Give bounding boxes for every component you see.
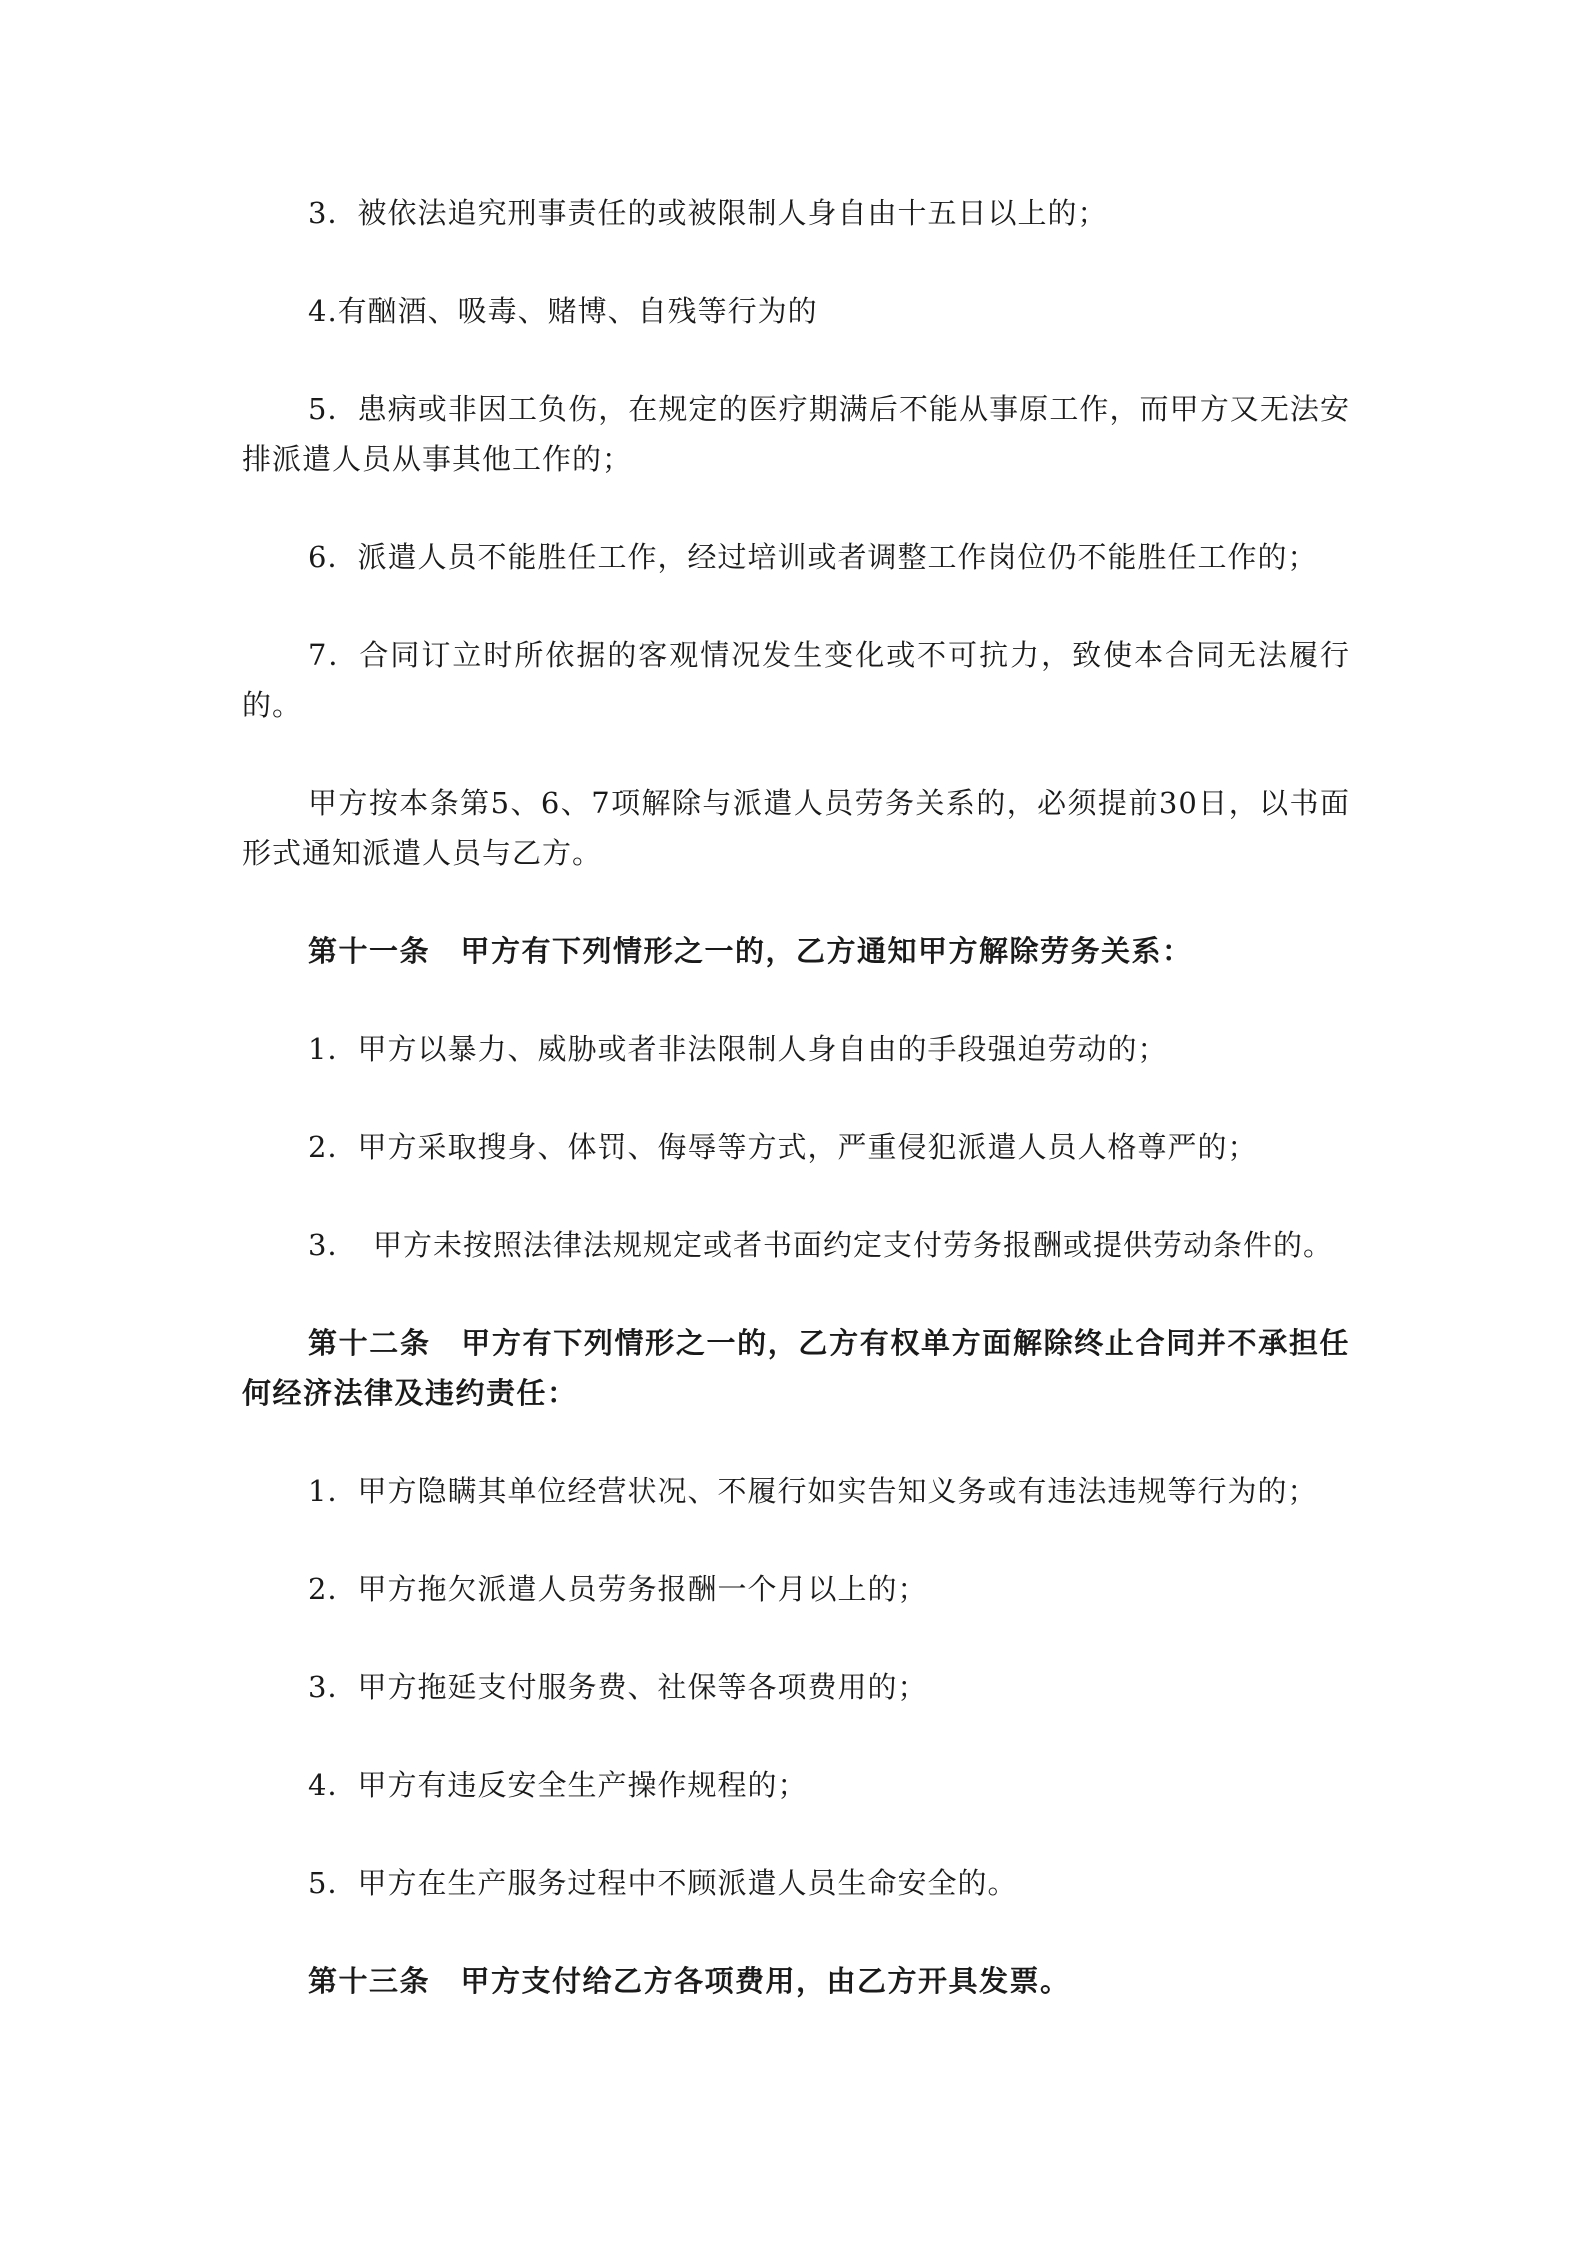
clause-10-item-3: 3．被依法追究刑事责任的或被限制人身自由十五日以上的； (308, 196, 1108, 230)
article-12-heading: 第十二条 甲方有下列情形之一的，乙方有权单方面解除终止合同并不承担任何经济法律及违约责任： (242, 1326, 1350, 1410)
article-11-item-2: 2．甲方采取搜身、体罚、侮辱等方式，严重侵犯派遣人员人格尊严的； (308, 1130, 1258, 1164)
article-11-heading: 第十一条 甲方有下列情形之一的，乙方通知甲方解除劳务关系： (308, 934, 1193, 968)
article-12-item-2: 2．甲方拖欠派遣人员劳务报酬一个月以上的； (308, 1572, 928, 1606)
clause-10-item-6: 6．派遣人员不能胜任工作，经过培训或者调整工作岗位仍不能胜任工作的； (308, 540, 1318, 574)
article-11-item-1: 1．甲方以暴力、威胁或者非法限制人身自由的手段强迫劳动的； (308, 1032, 1168, 1066)
article-12-item-4: 4．甲方有违反安全生产操作规程的； (308, 1768, 808, 1802)
article-12-item-3: 3．甲方拖延支付服务费、社保等各项费用的； (308, 1670, 928, 1704)
clause-10-item-4: 4.有酗酒、吸毒、赌博、自残等行为的 (308, 294, 818, 328)
article-12-item-1: 1．甲方隐瞒其单位经营状况、不履行如实告知义务或有违法违规等行为的； (308, 1474, 1318, 1508)
clause-10-item-7: 7．合同订立时所依据的客观情况发生变化或不可抗力，致使本合同无法履行的。 (242, 638, 1350, 722)
clause-10-notice: 甲方按本条第5、6、7项解除与派遣人员劳务关系的，必须提前30日，以书面形式通知派遣人员与乙方。 (242, 786, 1350, 870)
article-12-item-5: 5．甲方在生产服务过程中不顾派遣人员生命安全的。 (308, 1866, 1018, 1900)
clause-10-item-5: 5．患病或非因工负伤，在规定的医疗期满后不能从事原工作，而甲方又无法安排派遣人员从事其他工作的； (242, 392, 1350, 476)
article-11-item-3: 3． 甲方未按照法律法规规定或者书面约定支付劳务报酬或提供劳动条件的。 (308, 1228, 1333, 1262)
article-13-heading: 第十三条 甲方支付给乙方各项费用，由乙方开具发票。 (308, 1964, 1071, 1998)
document-body (242, 188, 1350, 2054)
